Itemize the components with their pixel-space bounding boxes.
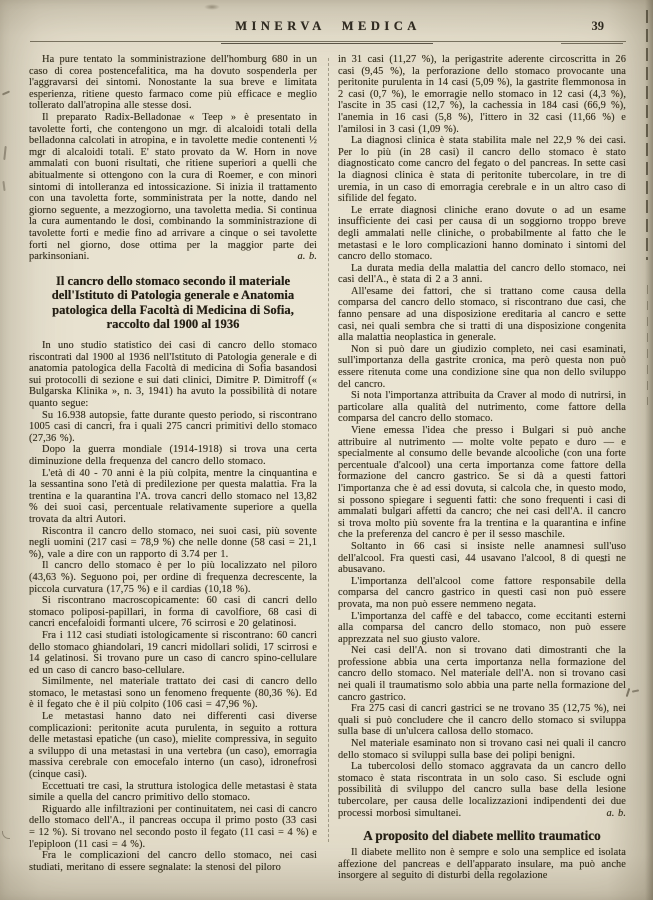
left-column [29,54,317,882]
pencil-mark [626,688,631,697]
paragraph: Soltanto in 66 casi si insiste nelle anamnesi sull'uso dell'alcool. Fra questi casi, 44 usavano l'alcool, 8 di questi ne abusavano. [338,540,626,576]
paragraph-continuation: in 31 casi (11,27 %), la perigastrite aderente circoscritta in 26 casi (9,45 %), la perforazione dello stomaco provocante una peritonite purulenta in 14 casi (5,09 %), la gastrite flemmonosa in 2 casi (0,7 %), le emorragie nello stomaco in 12 casi (4,3 %), l'ascite in 35 casi (12,7 %), la cachessia in 184 casi (66,9 %), l'anemia in 16 casi (5,8 %), l'ittero in 32 casi (11,66 %) e l'amilosi in 3 casi (1,09 %). [338,54,626,135]
header-rule-title-segment [221,43,433,44]
paragraph: In uno studio statistico dei casi di cancro dello stomaco riscontrati dal 1900 al 1936 nell'Istituto di Patologia generale e di anatomia patologica della Facoltà di medicina di Sofia basandosi sui protocolli di sezione e sui dati clinici, Dimitre P. Dimitroff (« Bulgarska Klinika », n. 3, 1941) ha avuto la possibilità di notare quanto segue: [29,340,317,410]
paragraph: Si riscontrano macroscopicamente: 60 casi di cancri dello stomaco poliposi-papillari, in forma di cavolfiore, 68 casi di cancri encefaloidi formanti ulcere, 76 scirrosi e 20 gelatinosi. [29,595,317,630]
paragraph: Fra le complicazioni del cancro dello stomaco, nei casi studiati, meritano di essere segnalate: la stenosi del piloro [29,850,317,873]
pencil-mark [2,90,10,95]
paragraph: L'importanza del caffè e del tabacco, come eccitanti esterni alla comparsa del cancro dello stomaco, non può essere apprezzata nel suo giusto valore. [338,610,626,645]
scan-edge-line [646,10,648,260]
paragraph: Il diabete mellito non è sempre e solo una semplice ed isolata affezione del pancreas e dell'apparato insulare, ma può anche insorgere al seguito di disturbi della regolazione [338,847,626,882]
paragraph: All'esame dei fattori, che si trattano come causa della comparsa del cancro dello stomaco, si riscontrano due casi, che fanno pensare ad una disposizione ereditaria al cancro e sette casi, nei quali sembra che si tratti di una disposizione congenita alla malattia neoplastica in generale. [338,285,626,344]
paragraph: Similmente, nel materiale trattato dei casi di cancro dello stomaco, le metastasi sono un fenomeno frequente (80,36 %). Ed è il fegato che è il più colpito (106 casi = 47,96 %). [29,676,317,711]
pencil-mark [2,181,5,191]
text-columns [29,54,626,882]
author-initials: a. b. [297,251,317,263]
paragraph: La durata media della malattia del cancro dello stomaco, nei casi dell'A., è stata di 2 a 3 anni. [338,262,626,286]
page-number: 39 [591,19,604,33]
paragraph: Eccettuati tre casi, la struttura istologica delle metastasi è stata simile a quella del cancro primitivo dello stomaco. [29,780,317,804]
header-rule [30,41,626,42]
scan-edge-shade [645,0,653,900]
paragraph: Si nota l'importanza attribuita da Craver al modo di nutrirsi, in particolare alla qualità del nutrimento, come fattore della comparsa del cancro dello stomaco. [338,390,626,425]
paragraph: Su 16.938 autopsie, fatte durante questo periodo, si riscontrano 1005 casi di cancri, fra i quali 275 cancri primitivi dello stomaco (27,36 %). [29,409,317,444]
paragraph: Il cancro dello stomaco è per lo più localizzato nel piloro (43,63 %). Seguono poi, per ordine di frequenza decrescente, la piccola curvatura (17,75 %) e il cardias (10,18 %). [29,560,317,595]
section-title: A proposito del diabete mellito traumatico [363,828,601,844]
scan-smudge [204,4,220,10]
paragraph: Nel materiale esaminato non si trovano casi nei quali il cancro dello stomaco si sviluppi sulla base dei polipi benigni. [338,738,626,761]
paragraph: Le errate diagnosi cliniche erano dovute o ad un esame insufficiente dei casi per causa di un soggiorno troppo breve degli ammalati nelle cliniche, o probabilmente al fatto che le metastasi e le loro complicazioni hanno dominato i sintomi del cancro dello stomaco. [338,204,626,263]
author-initials: a. b. [606,807,626,819]
paragraph-text: La tubercolosi dello stomaco aggravata da un cancro dello stomaco è stata riscontrata in un solo caso. Si esclude ogni possibilità di sviluppo del cancro sulla base della lesione tubercolare, per causa delle localizzazioni indipendenti dei due processi morbosi simultanei. [338,761,626,819]
pencil-mark [632,689,639,692]
paragraph: Viene emessa l'idea che presso i Bulgari si può anche attribuire al nutrimento — molte volte pepato e duro — e specialmente al consumo delle bevande alcooliche (con una forte percentuale d'alcool) una certa importanza come fattore della formazione del cancro gastrico. Se si dà a questi fattori l'importanza che è ad essi dovuta, si calcola che, in questo modo, si possono spiegare i seguenti fatti: che sono frequenti i casi di ammalati bulgari affetti da cancro; che nei casi dell'A. il cancro si trova molto più sovente fra la trentina e la quarantina e infine che la preferenza del cancro è per il sesso maschile. [338,425,626,541]
paragraph: L'età di 40 - 70 anni è la più colpita, mentre la cinquantina e la sessantina sono l'età di predilezione per questa malattia. Fra la trentina e la quarantina l'A. trova cancri dello stomaco nel 13,82 % dei suoi casi, percentuale relativamente superiore a quella trovata da altri Autori. [29,467,317,525]
scan-edge-line [647,285,649,405]
column-divider-rule [328,58,329,842]
right-column [338,54,626,882]
paragraph: Dopo la guerra mondiale (1914-1918) si trova una certa diminuzione della frequenza del cancro dello stomaco. [29,444,317,467]
pencil-mark [2,831,10,839]
paragraph: Riguardo alle infiltrazioni per continuitatem, nei casi di cancro dello stomaco dell'A., il pancreas occupa il primo posto (33 casi = 12 %). Si trovano nel secondo posto il fegato (11 casi = 4 %) e l'epiploon (11 casi = 4 %). [29,803,317,850]
header-rule-pagenumber-segment [561,43,623,44]
paragraph: Ha pure tentato la somministrazione dell'homburg 680 in un caso di corea postencefalitica, ma ha dovuto sospenderla per l'aggravarsi dei sintomi. Nonostante la sua breve e limitata esperienza, ritiene questo farmaco come più efficace e meglio tollerato dall'atropina alle stesse dosi. [29,54,317,112]
paragraph-text: Il preparato Radix-Belladonae « Teep » è presentato in tavolette forti, che contengono un mgr. di alcaloidi totali della belladonna calcolati in atropina, e in tavolette medie contenenti ½ mgr di alcaloidi totali. E' stato provato da W. Horn in nove ammalati con buoni risultati, che ritiene superiori a quelli che abitualmente si ottengono con la cura di Roemer, e con minori sintomi di intolleranza ed intossicazione. Si inizia il trattamento con una tavoletta forte, somministrata per la notte, dando nel giorno seguente, a mezzogiorno, una tavoletta media. Si continua la cura aumentando le dosi, combinando la somministrazione di tavolette forti e medie fino ad arrivare a cinque o sei tavolette forti nel giorno, dose ottima per la maggior parte dei parkinsoniani. [29,111,317,263]
pencil-mark [3,146,6,160]
journal-title: MINERVA MEDICA [235,19,421,33]
paragraph: Fra i 112 casi studiati istologicamente si riscontrano: 60 cancri dello stomaco ghiandolari, 19 cancri midollari solidi, 17 scirrosi e 14 gelatinosi. Si trovano pure un caso di cancro spino-cellulare ed un caso di cancro baso-cellulare. [29,629,317,676]
paragraph: Nei casi dell'A. non si trovano dati dimostranti che la professione abbia una certa importanza nella formazione del cancro dello stomaco. Nel materiale dell'A. non si trovano casi nei quali il traumatismo solo abbia una parte nella formazione del cancro gastrico. [338,645,626,703]
page-header [30,13,626,39]
paragraph [338,761,626,819]
paragraph: Le metastasi hanno dato nei differenti casi diverse complicazioni: peritonite acuta purulenta, in seguito a rottura delle metastasi epatiche (un caso), mielite compressiva, in seguito a sviluppo di una metastasi in una vertebra (un caso), emorragia massiva cerebrale con emocefalo interno (un caso), idronefrosi (cinque casi). [29,711,317,781]
paragraph: Riscontra il cancro dello stomaco, nei suoi casi, più sovente negli uomini (217 casi = 78,9 %) che nelle donne (58 casi = 21,1 %), vale a dire con un rapporto di 3.74 per 1. [29,525,317,560]
article-title: Il cancro dello stomaco secondo il materiale dell'Istituto di Patologia generale e Anatomia patologica della Facoltà di Medicina di Sofia, raccolto dal 1900 al 1936 [51,273,295,332]
paragraph: L'importanza dell'alcool come fattore responsabile della comparsa del cancro gastrico in questi casi non può essere provata, ma non può essere nemmeno negata. [338,575,626,610]
paragraph [29,112,317,263]
paragraph: La diagnosi clinica è stata stabilita male nel 22,9 % dei casi. Per lo più (in 28 casi) il cancro dello stomaco è stato diagnosticato come cancro del fegato o del pancreas. In sette casi la diagnosi clinica è stata di peritonite tubercolare, in tre di uremia, in un caso di emorragia cerebrale e in un altro caso di sifilide del fegato. [338,135,626,205]
paragraph: Fra 275 casi di cancri gastrici se ne trovano 35 (12,75 %), nei quali si può concludere che il cancro dello stomaco si sviluppa sulla base di un'ulcera callosa dello stomaco. [338,703,626,738]
paragraph: Non si può dare un giudizio completo, nei casi esaminati, sull'importanza della gastrite cronica, ma però questa non può essere ritenuta come una condizione sine qua non dello sviluppo del cancro. [338,343,626,390]
